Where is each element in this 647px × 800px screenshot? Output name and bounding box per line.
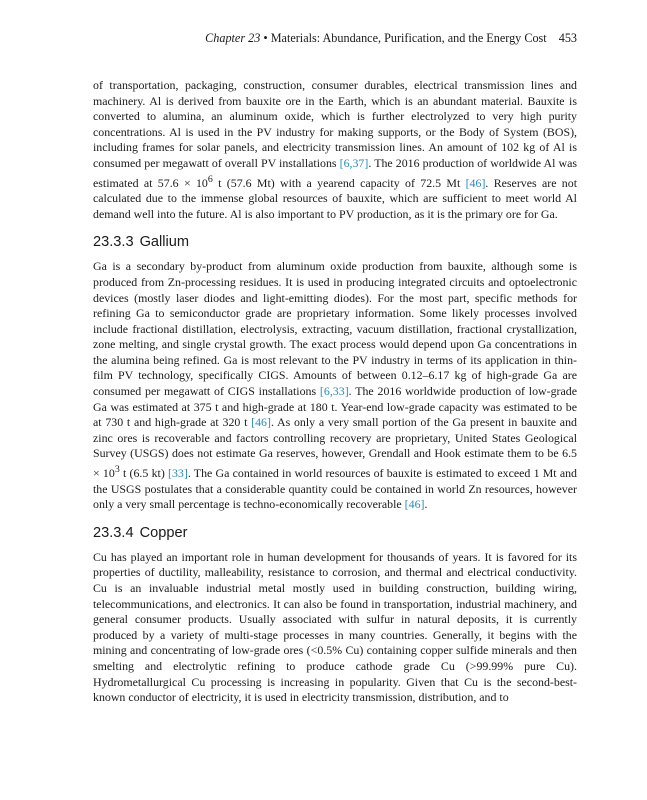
header-bullet: • <box>263 31 268 45</box>
paragraph-copper <box>93 550 577 706</box>
section-title: Gallium <box>139 234 190 251</box>
text-run: . <box>424 497 428 512</box>
text-run: . Reserves are not calculated due to the immense global resources of bauxite, which are sufficient to meet world Al demand well into the future. Al is also important to PV production, as it is the primary ore for Ga. <box>93 175 577 221</box>
citation-link[interactable]: [33] <box>168 466 188 480</box>
body-text <box>93 78 577 706</box>
running-head <box>93 31 577 46</box>
text-run: of transportation, packaging, construction, consumer durables, electrical transmission lines and machinery. Al is derived from bauxite ore in the Earth, which is an abundant material. Bauxite is converted to alumina, an aluminum oxide, which is further electrolyzed to very high purity concentrations. Al is used in the PV industry for making supports, or the Body of System (BOS), including frames for solar panels, and electricity transmission lines. An amount of 102 kg of Al is consumed per megawatt of overall PV installations <box>93 78 577 170</box>
text-run: Ga is a secondary by-product from aluminum oxide production from bauxite, although some is produced from Zn-processing residues. It is used in producing integrated circuits and optoelectronic devices (mostly laser diodes and light-emitting diodes). For the most part, specific methods for refining Ga to semiconductor grade are proprietary information. Some likely processes involved include fractional distillation, electrolysis, extracting, vacuum distillation, fractional crystallization, zone melting, and single crystal growth. The exact process would depend upon Ga concentrations in the alumina being refined. Ga is most relevant to the PV industry in terms of its application in thin-film PV technology, specifically CIGS. Amounts of between 0.12–6.17 kg of high-grade Ga are consumed per megawatt of CIGS installations <box>93 259 577 399</box>
chapter-title: Materials: Abundance, Purification, and the Energy Cost <box>270 31 547 45</box>
page-number: 453 <box>558 31 577 45</box>
text-run: . The 2016 worldwide production of low-grade Ga was estimated at 375 t and high-grade at 180 t. Year-end low-grade capacity was estimated to be at 730 t and high-grade at 320 t <box>93 384 577 430</box>
section-heading-gallium <box>93 233 577 251</box>
chapter-label: Chapter 23 <box>205 31 261 45</box>
citation-link[interactable]: [46] <box>404 497 425 512</box>
superscript: 3 <box>114 464 120 476</box>
section-title: Copper <box>139 524 188 541</box>
section-number: 23.3.4 <box>93 524 134 541</box>
citation-link[interactable]: [46] <box>251 415 271 430</box>
text-run: Cu has played an important role in human development for thousands of years. It is favored for its properties of ductility, malleability, resistance to corrosion, and thermal and electrical conductivity. Cu is an invaluable industrial metal mostly used in building construction, building wiring, telecommunications, and electronics. It can also be found in transportation, industrial machinery, and general consumer products. Usually associated with sulfur in natural deposits, it is currently produced by a variety of multi-stage processes in many countries. Generally, it begins with the mining and concentrating of low-grade ores (<0.5% Cu) containing copper sulfide minerals and then smelting and electrolytic refining to produce cathode grade Cu (>99.99% pure Cu). Hydrometallurgical Cu processing is increasing in popularity. Given that Cu is the second-best-known conductor of electricity, it is used in electricity transmission, distribution, and to <box>93 549 577 705</box>
citation-link[interactable]: [6,37] <box>339 155 369 170</box>
section-number: 23.3.3 <box>93 234 134 251</box>
text-run: t (6.5 kt) <box>119 466 169 480</box>
text-run: . The 2016 production of worldwide Al was estimated at 57.6 × 10 <box>93 155 577 190</box>
citation-link[interactable]: [46] <box>465 175 486 190</box>
text-run: t (57.6 Mt) with a yearend capacity of 72.5 Mt <box>212 175 466 190</box>
section-heading-copper <box>93 524 577 542</box>
superscript: 6 <box>207 173 213 185</box>
paragraph-gallium <box>93 259 577 512</box>
text-run: . As only a very small portion of the Ga present in bauxite and zinc ores is recoverable and factors controlling recovery are proprietary, United States Geological Survey (USGS) does not estimate Ga reserves, however, Grendall and Hook estimate them to be 6.5 × 10 <box>93 415 577 480</box>
citation-link[interactable]: [6,33] <box>319 384 349 399</box>
text-run: . The Ga contained in world resources of bauxite is estimated to exceed 1 Mt and the USGS postulates that a considerable quantity could be contained in world Zn resources, however only a very small percentage is techno-economically recoverable <box>93 466 578 512</box>
paragraph-aluminum <box>93 78 577 222</box>
